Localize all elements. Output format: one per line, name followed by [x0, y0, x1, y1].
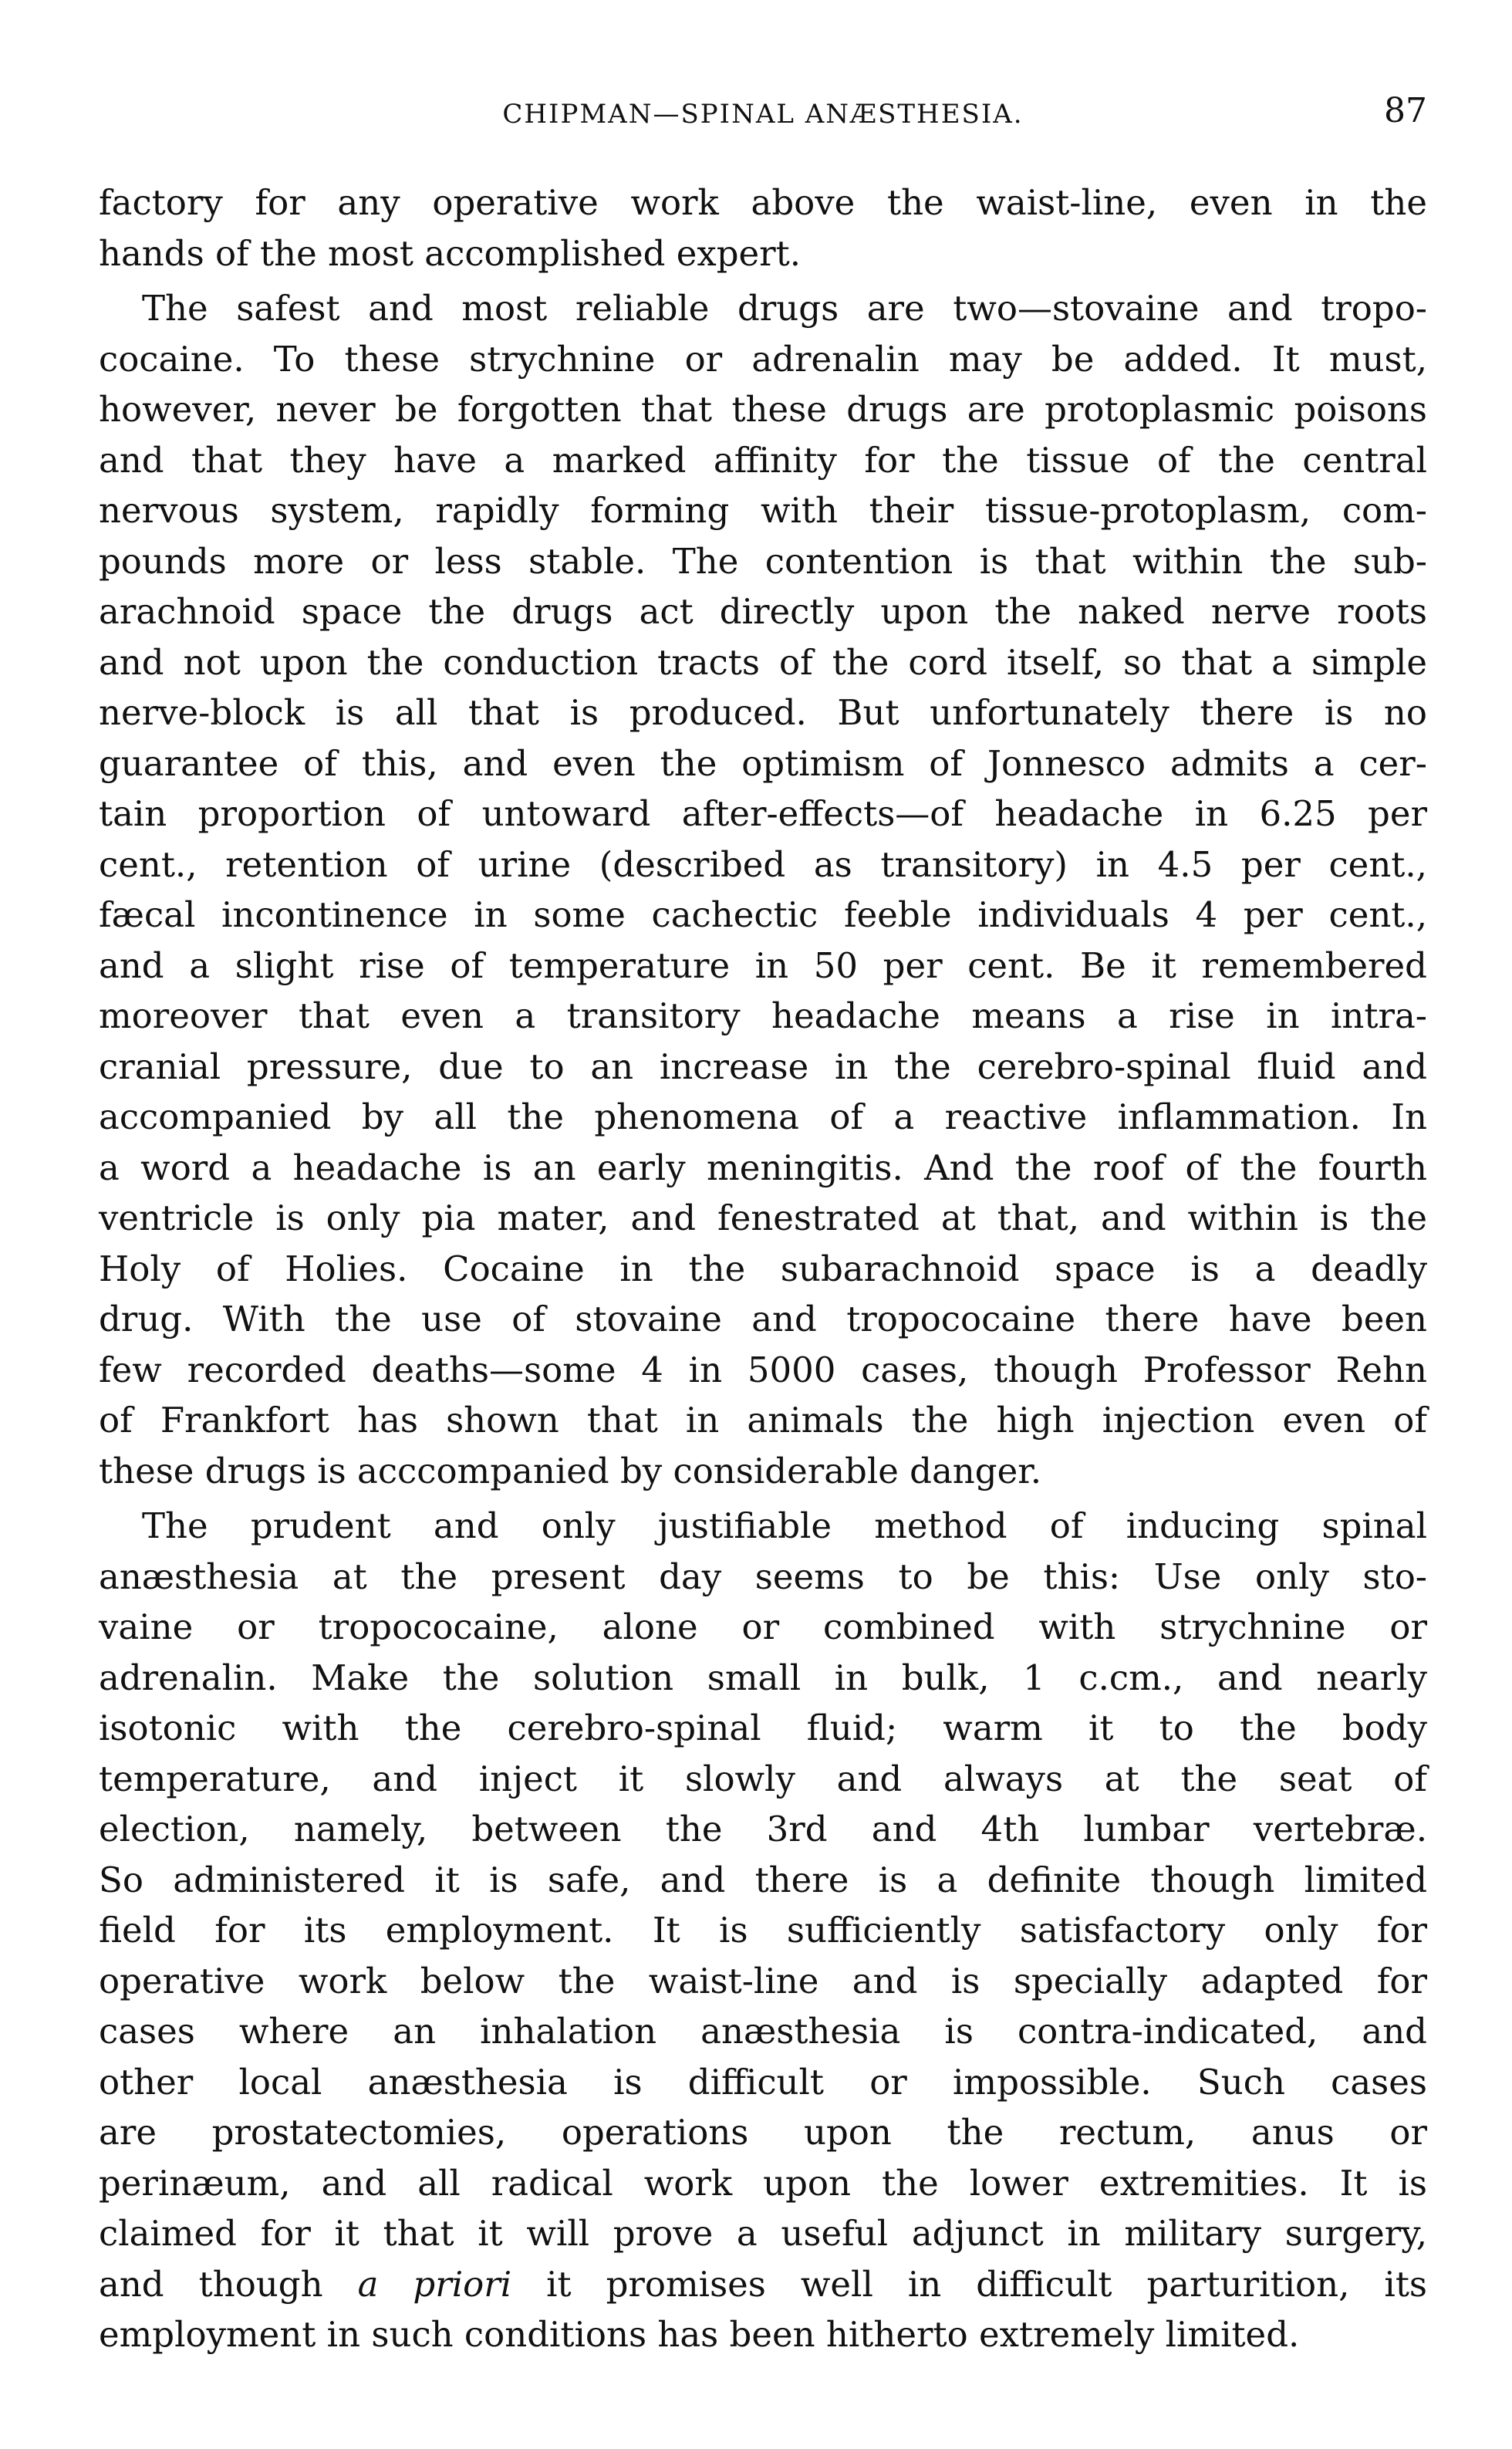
- text-line: cent., retention of urine (described as transitory) in 4.5 per cent.,: [99, 843, 1427, 885]
- body-text: [99, 177, 1427, 2360]
- text-line: these drugs is acccompanied by considerable danger.: [99, 1450, 1042, 1491]
- text-line: hands of the most accomplished expert.: [99, 232, 802, 274]
- text-line: of Frankfort has shown that in animals the high injection even of: [99, 1400, 1427, 1441]
- text-line: fæcal incontinence in some cachectic feeble individuals 4 per cent.,: [99, 894, 1427, 935]
- text-line: and that they have a marked affinity for the tissue of the central: [99, 439, 1427, 481]
- text-line: isotonic with the cerebro-spinal fluid; warm it to the body: [99, 1708, 1427, 1748]
- text-line: moreover that even a transitory headache means a rise in intra-: [99, 995, 1427, 1036]
- text-line: The safest and most reliable drugs are two—stovaine and tropo-: [142, 288, 1427, 329]
- text-segment: and though: [99, 2263, 358, 2305]
- running-title: CHIPMAN—SPINAL ANÆSTHESIA.: [502, 99, 1024, 130]
- paragraph: [99, 177, 1427, 279]
- text-line: factory for any operative work above the waist-line, even in the: [99, 182, 1427, 223]
- text-line: anæsthesia at the present day seems to be this: Use only sto-: [99, 1556, 1427, 1597]
- text-line: few recorded deaths—some 4 in 5000 cases, though Professor Rehn: [99, 1349, 1427, 1390]
- running-head: [99, 91, 1427, 145]
- text-line: cases where an inhalation anæsthesia is contra-indicated, and: [99, 2011, 1427, 2052]
- text-line: vaine or tropococaine, alone or combined with strychnine or: [99, 1606, 1427, 1647]
- text-line: field for its employment. It is sufficiently satisfactory only for: [99, 1910, 1427, 1951]
- text-segment: it promises well in difficult parturition, its: [511, 2263, 1427, 2305]
- text-line: claimed for it that it will prove a useful adjunct in military surgery,: [99, 2213, 1427, 2254]
- text-line: cocaine. To these strychnine or adrenalin may be added. It must,: [99, 338, 1427, 380]
- text-line: Holy of Holies. Cocaine in the subarachnoid space is a deadly: [99, 1248, 1427, 1289]
- text-line: perinæum, and all radical work upon the lower extremities. It is: [99, 2162, 1427, 2204]
- text-line: guarantee of this, and even the optimism of Jonnesco admits a cer-: [99, 742, 1427, 784]
- text-line: [99, 2259, 1427, 2310]
- text-line: temperature, and inject it slowly and always at the seat of: [99, 1758, 1427, 1799]
- page-number: 87: [1384, 91, 1427, 130]
- text-line: adrenalin. Make the solution small in bulk, 1 c.cm., and nearly: [99, 1657, 1427, 1698]
- text-line: arachnoid space the drugs act directly upon the naked nerve roots: [99, 591, 1427, 632]
- text-line: a word a headache is an early meningitis. And the roof of the fourth: [99, 1147, 1427, 1188]
- text-line: employment in such conditions has been hitherto extremely limited.: [99, 2314, 1300, 2355]
- text-line: election, namely, between the 3rd and 4th lumbar vertebræ.: [99, 1809, 1427, 1849]
- text-line: drug. With the use of stovaine and tropococaine there have been: [99, 1299, 1427, 1339]
- text-line: and not upon the conduction tracts of the cord itself, so that a simple: [99, 641, 1427, 683]
- text-line: operative work below the waist-line and is specially adapted for: [99, 1960, 1427, 2001]
- text-line: other local anæsthesia is difficult or impossible. Such cases: [99, 2061, 1427, 2103]
- text-line: nervous system, rapidly forming with their tissue-protoplasm, com-: [99, 490, 1427, 531]
- text-line: and a slight rise of temperature in 50 per cent. Be it remembered: [99, 944, 1427, 986]
- text-line: So administered it is safe, and there is a definite though limited: [99, 1859, 1427, 1900]
- paragraph: [99, 1501, 1427, 2360]
- text-line: pounds more or less stable. The contention is that within the sub-: [99, 540, 1427, 582]
- text-line: ventricle is only pia mater, and fenestrated at that, and within is the: [99, 1197, 1427, 1238]
- text-line: are prostatectomies, operations upon the rectum, anus or: [99, 2112, 1427, 2153]
- text-line: accompanied by all the phenomena of a reactive inflammation. In: [99, 1096, 1427, 1137]
- text-line: The prudent and only justifiable method of inducing spinal: [142, 1505, 1427, 1546]
- italic-phrase: a priori: [357, 2263, 512, 2305]
- text-line: nerve-block is all that is produced. But unfortunately there is no: [99, 692, 1427, 733]
- paragraph: [99, 283, 1427, 1496]
- text-line: cranial pressure, due to an increase in the cerebro-spinal fluid and: [99, 1045, 1427, 1087]
- text-line: however, never be forgotten that these drugs are protoplasmic poisons: [99, 389, 1427, 430]
- text-line: tain proportion of untoward after-effects—of headache in 6.25 per: [99, 793, 1427, 834]
